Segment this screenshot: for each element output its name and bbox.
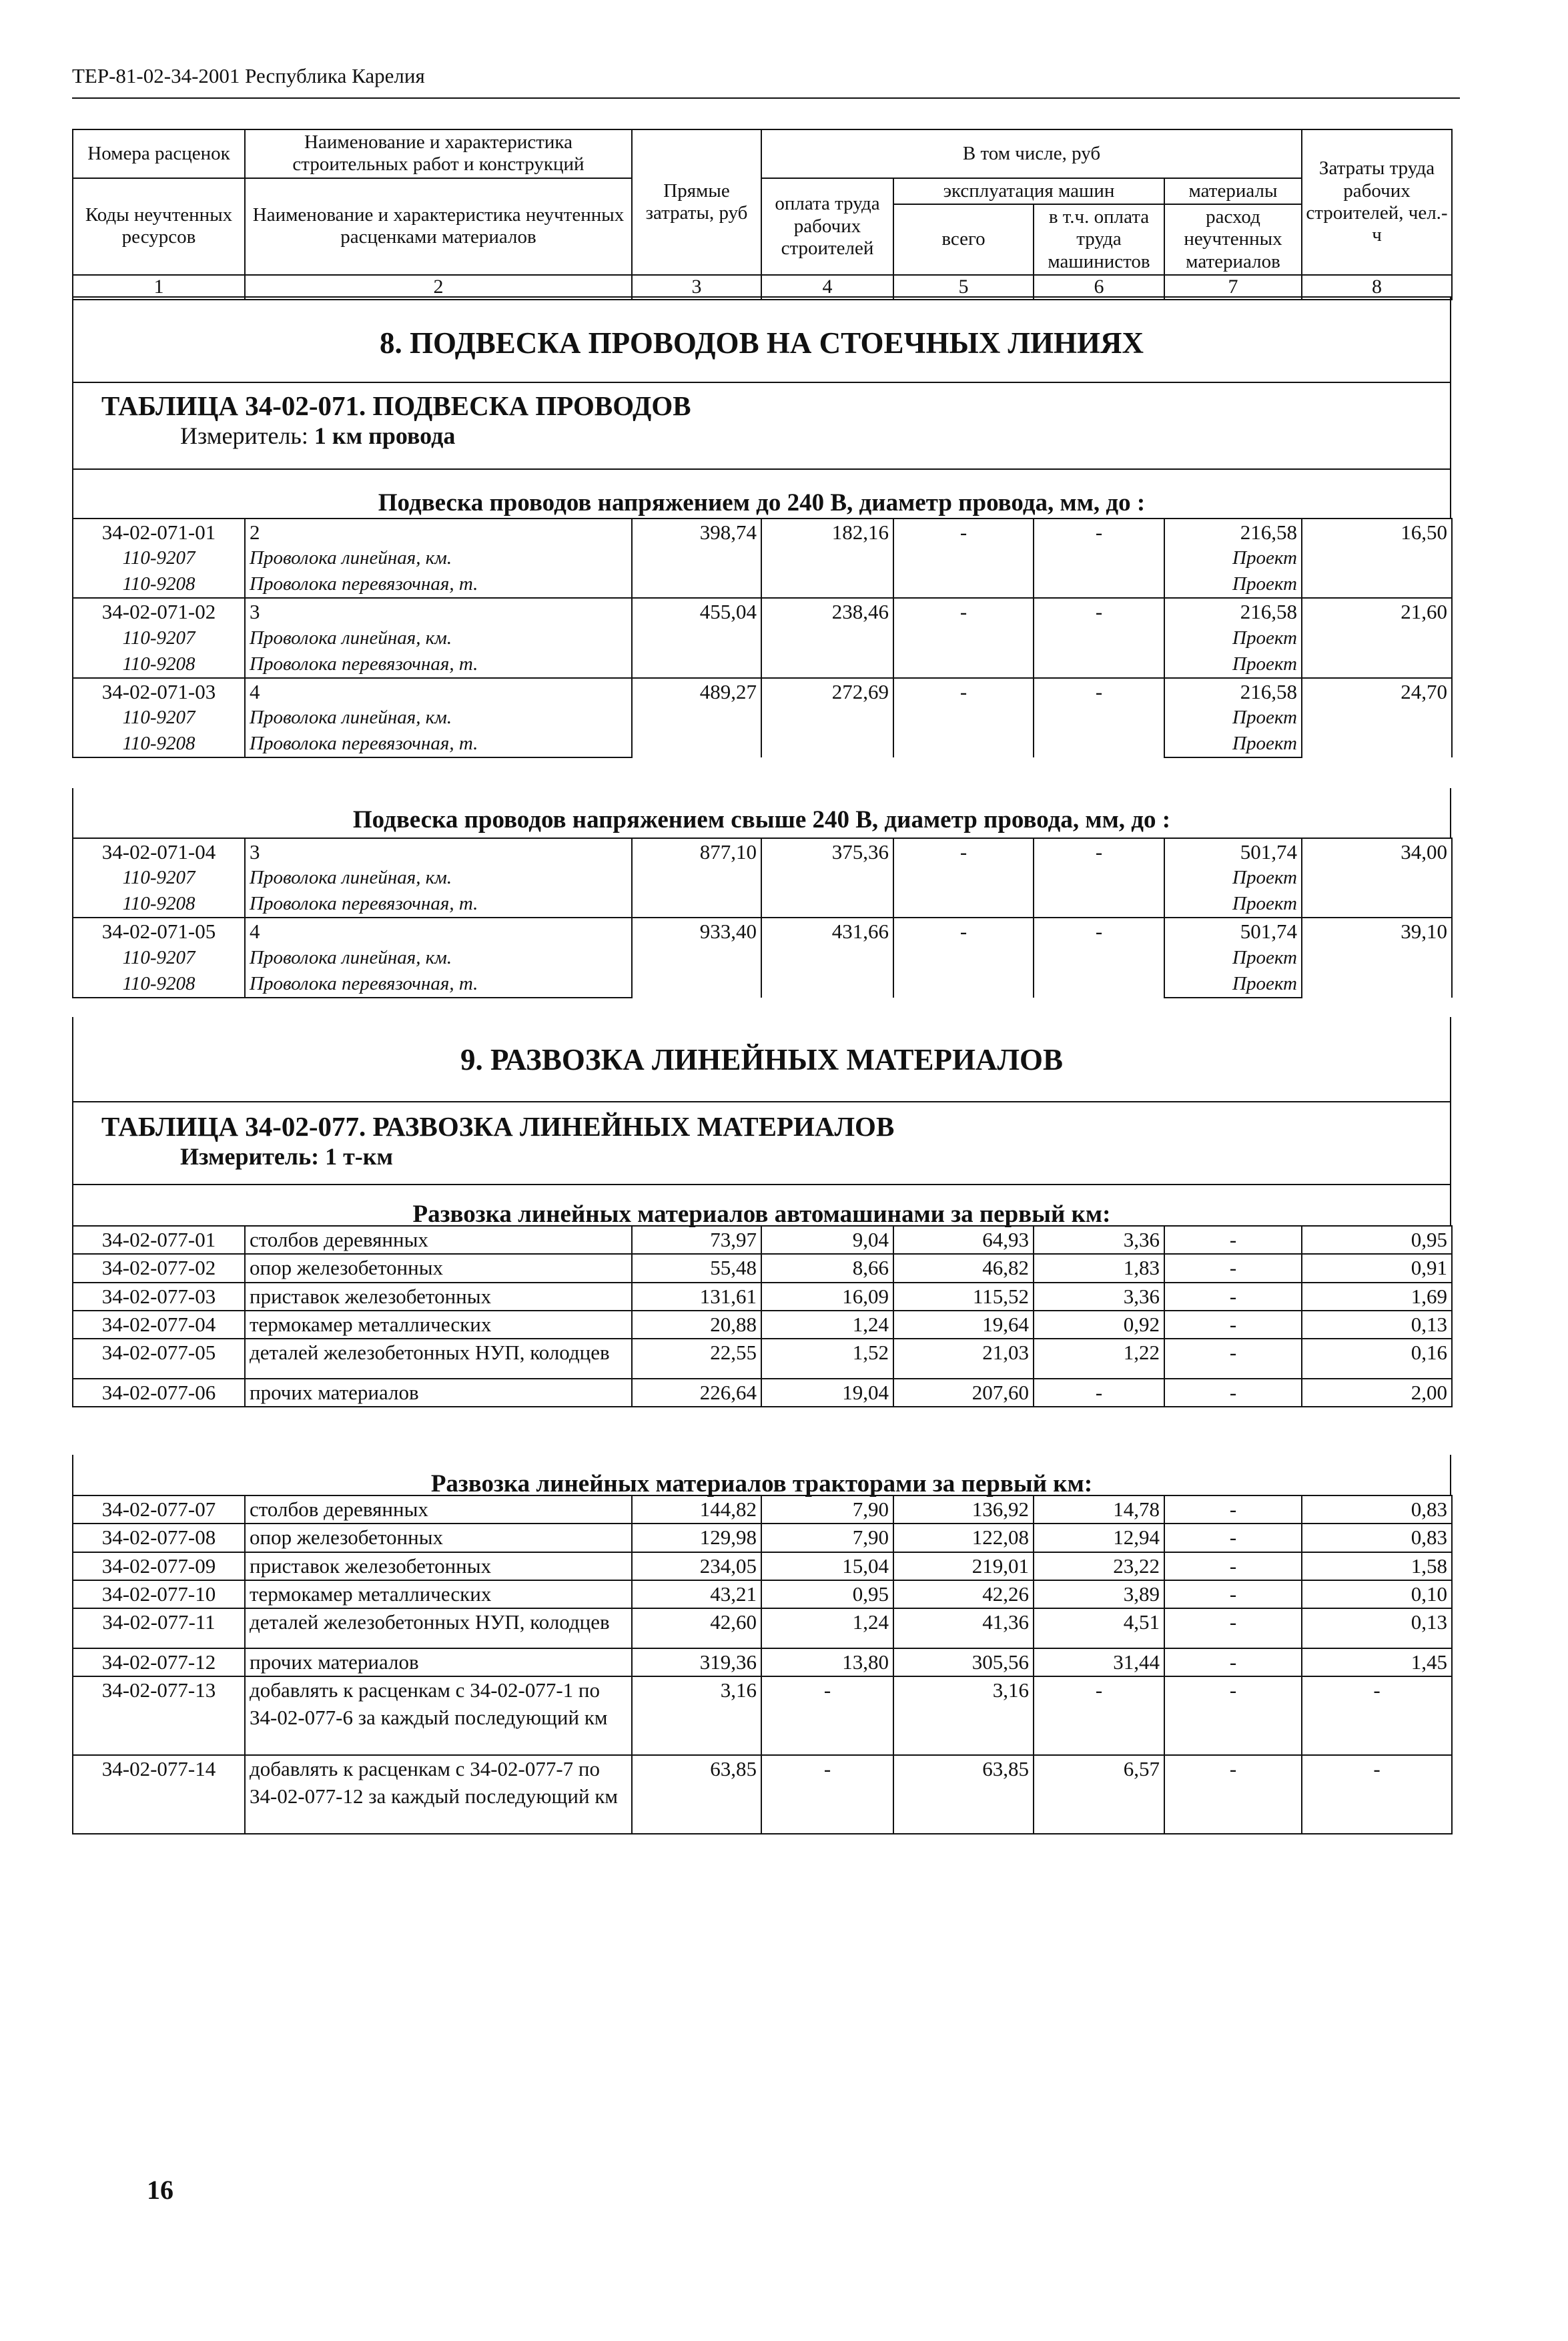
- group-title: Подвеска проводов напряжением до 240 В, диаметр провода, мм, до :: [378, 489, 1146, 517]
- rate-code: 34-02-071-04: [73, 838, 245, 866]
- rate-code: 34-02-077-13: [73, 1676, 245, 1755]
- machinists-pay: -: [1034, 598, 1164, 677]
- labor-cost: 1,24: [761, 1311, 893, 1339]
- machines-total: 19,64: [893, 1311, 1034, 1339]
- work-name: 2: [245, 519, 632, 546]
- work-name: добавлять к расценкам с 34-02-077-1 по 34-02-077-6 за каждый последующий км: [245, 1676, 632, 1755]
- resource-name: Проволока линейная, км.: [245, 705, 632, 731]
- direct-cost: 20,88: [632, 1311, 761, 1339]
- machinists-pay: 1,83: [1034, 1254, 1164, 1282]
- machinists-pay: 14,78: [1034, 1495, 1164, 1524]
- machinists-pay: 3,36: [1034, 1283, 1164, 1311]
- rate-code: 34-02-071-01: [73, 519, 245, 546]
- section-title: 8. ПОДВЕСКА ПРОВОДОВ НА СТОЕЧНЫХ ЛИНИЯХ: [379, 326, 1144, 360]
- rate-code: 34-02-077-10: [73, 1580, 245, 1608]
- materials-cost: -: [1164, 1339, 1302, 1379]
- materials-cost: -: [1164, 1379, 1302, 1407]
- work-name: термокамер металлических: [245, 1311, 632, 1339]
- resource-name: Проволока перевязочная, т.: [245, 572, 632, 598]
- labor-hours: 2,00: [1302, 1379, 1452, 1407]
- document-header: ТЕР-81-02-34-2001 Республика Карелия: [72, 64, 425, 87]
- materials-cost: 501,74: [1164, 838, 1302, 866]
- table-row: [73, 918, 1452, 945]
- direct-cost: 22,55: [632, 1339, 761, 1379]
- group-heading: [72, 1455, 1451, 1496]
- resource-code: 110-9207: [73, 866, 245, 892]
- machinists-pay: 12,94: [1034, 1524, 1164, 1552]
- labor-hours: 34,00: [1302, 838, 1452, 918]
- labor-cost: 272,69: [761, 678, 893, 757]
- materials-cost: -: [1164, 1608, 1302, 1648]
- col1-bottom-header: Коды неучтенных ресурсов: [73, 178, 245, 275]
- table-row: [73, 1495, 1452, 1524]
- labor-cost: 19,04: [761, 1379, 893, 1407]
- work-name: столбов деревянных: [245, 1226, 632, 1254]
- resource-code: 110-9207: [73, 626, 245, 652]
- labor-cost: 375,36: [761, 838, 893, 918]
- labor-cost: 182,16: [761, 519, 893, 598]
- resource-name: Проволока перевязочная, т.: [245, 652, 632, 678]
- table-row: [73, 1311, 1452, 1339]
- resource-quantity: Проект: [1164, 705, 1302, 731]
- meter: [73, 422, 1450, 450]
- labor-hours: 0,13: [1302, 1311, 1452, 1339]
- labor-cost: -: [761, 1755, 893, 1834]
- resource-quantity: Проект: [1164, 652, 1302, 678]
- table-077-group-2: [72, 1495, 1453, 1834]
- resource-quantity: Проект: [1164, 866, 1302, 892]
- materials-cost: -: [1164, 1552, 1302, 1580]
- machines-total: 42,26: [893, 1580, 1034, 1608]
- machines-total: 41,36: [893, 1608, 1034, 1648]
- materials-cost: 216,58: [1164, 519, 1302, 546]
- rate-code: 34-02-077-12: [73, 1648, 245, 1676]
- table-row: [73, 1379, 1452, 1407]
- direct-cost: 455,04: [632, 598, 761, 677]
- work-name: деталей железобетонных НУП, колодцев: [245, 1608, 632, 1648]
- machinists-pay: 31,44: [1034, 1648, 1164, 1676]
- labor-hours: 0,16: [1302, 1339, 1452, 1379]
- group-heading: [72, 788, 1451, 838]
- work-name: деталей железобетонных НУП, колодцев: [245, 1339, 632, 1379]
- work-name: 4: [245, 918, 632, 945]
- labor-hours: 1,69: [1302, 1283, 1452, 1311]
- rate-code: 34-02-077-05: [73, 1339, 245, 1379]
- labor-hours: 1,45: [1302, 1648, 1452, 1676]
- direct-cost: 73,97: [632, 1226, 761, 1254]
- machinists-pay: -: [1034, 1379, 1164, 1407]
- machines-total: 63,85: [893, 1755, 1034, 1834]
- table-row: [73, 1283, 1452, 1311]
- machinists-pay: -: [1034, 1676, 1164, 1755]
- machines-total: 64,93: [893, 1226, 1034, 1254]
- col-num: 4: [761, 275, 893, 300]
- work-name: приставок железобетонных: [245, 1552, 632, 1580]
- work-name: добавлять к расценкам с 34-02-077-7 по 34-02-077-12 за каждый последующий км: [245, 1755, 632, 1834]
- table-077-heading: [72, 1102, 1451, 1185]
- table-row: [73, 1524, 1452, 1552]
- direct-cost: 144,82: [632, 1495, 761, 1524]
- labor-hours: 0,10: [1302, 1580, 1452, 1608]
- group-title: Развозка линейных материалов автомашинами за первый км:: [412, 1201, 1111, 1228]
- col4-header: оплата труда рабочих строителей: [761, 178, 893, 275]
- direct-cost: 234,05: [632, 1552, 761, 1580]
- machines-total: 219,01: [893, 1552, 1034, 1580]
- table-row: [73, 1552, 1452, 1580]
- materials-cost: 216,58: [1164, 678, 1302, 705]
- resource-name: Проволока линейная, км.: [245, 946, 632, 972]
- direct-cost: 319,36: [632, 1648, 761, 1676]
- rate-code: 34-02-077-01: [73, 1226, 245, 1254]
- resource-name: Проволока линейная, км.: [245, 546, 632, 572]
- machines-total: 3,16: [893, 1676, 1034, 1755]
- materials-cost: -: [1164, 1254, 1302, 1282]
- labor-cost: 16,09: [761, 1283, 893, 1311]
- machinists-pay: -: [1034, 678, 1164, 757]
- machines-total: 46,82: [893, 1254, 1034, 1282]
- machinists-pay: -: [1034, 918, 1164, 997]
- machines-total: 122,08: [893, 1524, 1034, 1552]
- table-row: [73, 519, 1452, 546]
- col8-header: Затраты труда рабочих строителей, чел.-ч: [1302, 129, 1452, 275]
- machinists-pay: -: [1034, 838, 1164, 918]
- labor-hours: 0,91: [1302, 1254, 1452, 1282]
- header-rule: [72, 97, 1460, 99]
- col1-top-header: Номера расценок: [73, 129, 245, 178]
- labor-cost: 238,46: [761, 598, 893, 677]
- machines-total: 207,60: [893, 1379, 1034, 1407]
- work-name: опор железобетонных: [245, 1524, 632, 1552]
- materials-cost: 216,58: [1164, 598, 1302, 625]
- materials-cost: -: [1164, 1226, 1302, 1254]
- machinists-pay: 3,36: [1034, 1226, 1164, 1254]
- machinists-pay: 0,92: [1034, 1311, 1164, 1339]
- labor-cost: 13,80: [761, 1648, 893, 1676]
- col2-top-header: Наименование и характеристика строительных работ и конструкций: [245, 129, 632, 178]
- labor-cost: 8,66: [761, 1254, 893, 1282]
- labor-hours: 16,50: [1302, 519, 1452, 598]
- resource-code: 110-9208: [73, 892, 245, 918]
- labor-cost: 431,66: [761, 918, 893, 997]
- labor-hours: -: [1302, 1755, 1452, 1834]
- resource-code: 110-9208: [73, 652, 245, 678]
- section-title: 9. РАЗВОЗКА ЛИНЕЙНЫХ МАТЕРИАЛОВ: [460, 1043, 1064, 1076]
- machinists-pay: 4,51: [1034, 1608, 1164, 1648]
- direct-cost: 398,74: [632, 519, 761, 598]
- table-row: [73, 1226, 1452, 1254]
- resource-quantity: Проект: [1164, 972, 1302, 998]
- rate-code: 34-02-077-07: [73, 1495, 245, 1524]
- work-name: 4: [245, 678, 632, 705]
- labor-cost: 1,24: [761, 1608, 893, 1648]
- resource-name: Проволока перевязочная, т.: [245, 972, 632, 998]
- resource-name: Проволока линейная, км.: [245, 866, 632, 892]
- rate-code: 34-02-077-02: [73, 1254, 245, 1282]
- labor-cost: 0,95: [761, 1580, 893, 1608]
- labor-cost: 15,04: [761, 1552, 893, 1580]
- work-name: 3: [245, 598, 632, 625]
- labor-hours: 0,83: [1302, 1524, 1452, 1552]
- table-row: [73, 1648, 1452, 1676]
- direct-cost: 129,98: [632, 1524, 761, 1552]
- table-row: [73, 1580, 1452, 1608]
- materials-cost: -: [1164, 1524, 1302, 1552]
- direct-cost: 3,16: [632, 1676, 761, 1755]
- machines-total: 305,56: [893, 1648, 1034, 1676]
- resource-name: Проволока линейная, км.: [245, 626, 632, 652]
- col5-header: всего: [893, 204, 1034, 275]
- rate-code: 34-02-077-08: [73, 1524, 245, 1552]
- labor-hours: 1,58: [1302, 1552, 1452, 1580]
- rate-code: 34-02-071-05: [73, 918, 245, 945]
- table-row: [73, 598, 1452, 625]
- rate-code: 34-02-071-02: [73, 598, 245, 625]
- labor-cost: -: [761, 1676, 893, 1755]
- rate-code: 34-02-077-04: [73, 1311, 245, 1339]
- col-num: 5: [893, 275, 1034, 300]
- machinists-pay: 1,22: [1034, 1339, 1164, 1379]
- resource-quantity: Проект: [1164, 731, 1302, 757]
- direct-cost: 131,61: [632, 1283, 761, 1311]
- col-num: 8: [1302, 275, 1452, 300]
- work-name: термокамер металлических: [245, 1580, 632, 1608]
- labor-hours: 0,83: [1302, 1495, 1452, 1524]
- rate-code: 34-02-077-06: [73, 1379, 245, 1407]
- direct-cost: 877,10: [632, 838, 761, 918]
- machinists-pay: 23,22: [1034, 1552, 1164, 1580]
- col7-header: расход неучтенных материалов: [1164, 204, 1302, 275]
- materials-header: материалы: [1164, 178, 1302, 204]
- resource-quantity: Проект: [1164, 892, 1302, 918]
- machines-total: 115,52: [893, 1283, 1034, 1311]
- labor-hours: 21,60: [1302, 598, 1452, 677]
- resource-quantity: Проект: [1164, 626, 1302, 652]
- table-row: [73, 678, 1452, 705]
- machines-total: -: [893, 838, 1034, 918]
- table-title: ТАБЛИЦА 34-02-077. РАЗВОЗКА ЛИНЕЙНЫХ МАТЕРИАЛОВ: [101, 1111, 895, 1142]
- machinists-pay: -: [1034, 519, 1164, 598]
- machines-total: -: [893, 598, 1034, 677]
- rate-code: 34-02-077-03: [73, 1283, 245, 1311]
- meter-label: Измеритель:: [180, 422, 308, 449]
- direct-cost: 43,21: [632, 1580, 761, 1608]
- resource-name: Проволока перевязочная, т.: [245, 731, 632, 757]
- labor-cost: 7,90: [761, 1495, 893, 1524]
- resource-code: 110-9207: [73, 546, 245, 572]
- machines-total: -: [893, 678, 1034, 757]
- direct-cost: 226,64: [632, 1379, 761, 1407]
- work-name: 3: [245, 838, 632, 866]
- rate-code: 34-02-077-11: [73, 1608, 245, 1648]
- table-071-heading: [72, 383, 1451, 470]
- table-071-group-2: [72, 838, 1453, 998]
- meter-value: 1 км провода: [314, 422, 456, 449]
- direct-cost: 489,27: [632, 678, 761, 757]
- group-heading: [72, 1185, 1451, 1227]
- col-num: 6: [1034, 275, 1164, 300]
- labor-hours: -: [1302, 1676, 1452, 1755]
- machinists-pay: 3,89: [1034, 1580, 1164, 1608]
- labor-cost: 7,90: [761, 1524, 893, 1552]
- materials-cost: -: [1164, 1311, 1302, 1339]
- col3-header: Прямые затраты, руб: [632, 129, 761, 275]
- table-row: [73, 838, 1452, 866]
- labor-hours: 24,70: [1302, 678, 1452, 757]
- resource-code: 110-9207: [73, 705, 245, 731]
- materials-cost: -: [1164, 1580, 1302, 1608]
- machines-total: 136,92: [893, 1495, 1034, 1524]
- table-077-group-1: [72, 1225, 1453, 1407]
- work-name: прочих материалов: [245, 1379, 632, 1407]
- table-row: [73, 1755, 1452, 1834]
- resource-code: 110-9208: [73, 572, 245, 598]
- col-num: 3: [632, 275, 761, 300]
- materials-cost: 501,74: [1164, 918, 1302, 945]
- incl-header: В том числе, руб: [761, 129, 1302, 178]
- rate-code: 34-02-071-03: [73, 678, 245, 705]
- labor-hours: 0,13: [1302, 1608, 1452, 1648]
- machines-header: эксплуатация машин: [893, 178, 1164, 204]
- resource-code: 110-9208: [73, 972, 245, 998]
- col2-bottom-header: Наименование и характеристика неучтенных расценками материалов: [245, 178, 632, 275]
- resource-quantity: Проект: [1164, 946, 1302, 972]
- materials-cost: -: [1164, 1648, 1302, 1676]
- table-071-group-1: [72, 518, 1453, 758]
- group-title: Подвеска проводов напряжением свыше 240 В, диаметр провода, мм, до :: [352, 806, 1171, 833]
- machines-total: -: [893, 519, 1034, 598]
- resource-code: 110-9208: [73, 731, 245, 757]
- direct-cost: 933,40: [632, 918, 761, 997]
- direct-cost: 42,60: [632, 1608, 761, 1648]
- col-num: 1: [73, 275, 245, 300]
- col-num: 7: [1164, 275, 1302, 300]
- materials-cost: -: [1164, 1495, 1302, 1524]
- materials-cost: -: [1164, 1283, 1302, 1311]
- work-name: столбов деревянных: [245, 1495, 632, 1524]
- work-name: опор железобетонных: [245, 1254, 632, 1282]
- meter: Измеритель: 1 т-км: [180, 1143, 394, 1170]
- section-9-heading: [72, 1017, 1451, 1102]
- group-heading: [72, 470, 1451, 519]
- machines-total: -: [893, 918, 1034, 997]
- page-number: 16: [147, 2175, 173, 2205]
- direct-cost: 63,85: [632, 1755, 761, 1834]
- labor-hours: 39,10: [1302, 918, 1452, 997]
- table-row: [73, 1339, 1452, 1379]
- materials-cost: -: [1164, 1676, 1302, 1755]
- labor-cost: 1,52: [761, 1339, 893, 1379]
- resource-code: 110-9207: [73, 946, 245, 972]
- resource-quantity: Проект: [1164, 546, 1302, 572]
- section-8-heading: [72, 296, 1451, 383]
- machines-total: 21,03: [893, 1339, 1034, 1379]
- column-header-table: [72, 129, 1453, 300]
- group-title: Развозка линейных материалов тракторами за первый км:: [430, 1470, 1093, 1497]
- table-row: [73, 1254, 1452, 1282]
- resource-name: Проволока перевязочная, т.: [245, 892, 632, 918]
- rate-code: 34-02-077-09: [73, 1552, 245, 1580]
- machinists-pay: 6,57: [1034, 1755, 1164, 1834]
- table-row: [73, 1608, 1452, 1648]
- table-title: ТАБЛИЦА 34-02-071. ПОДВЕСКА ПРОВОДОВ: [101, 390, 691, 421]
- col-num: 2: [245, 275, 632, 300]
- direct-cost: 55,48: [632, 1254, 761, 1282]
- table-row: [73, 1676, 1452, 1755]
- work-name: приставок железобетонных: [245, 1283, 632, 1311]
- work-name: прочих материалов: [245, 1648, 632, 1676]
- col6-header: в т.ч. оплата труда машинистов: [1034, 204, 1164, 275]
- labor-cost: 9,04: [761, 1226, 893, 1254]
- materials-cost: -: [1164, 1755, 1302, 1834]
- labor-hours: 0,95: [1302, 1226, 1452, 1254]
- rate-code: 34-02-077-14: [73, 1755, 245, 1834]
- resource-quantity: Проект: [1164, 572, 1302, 598]
